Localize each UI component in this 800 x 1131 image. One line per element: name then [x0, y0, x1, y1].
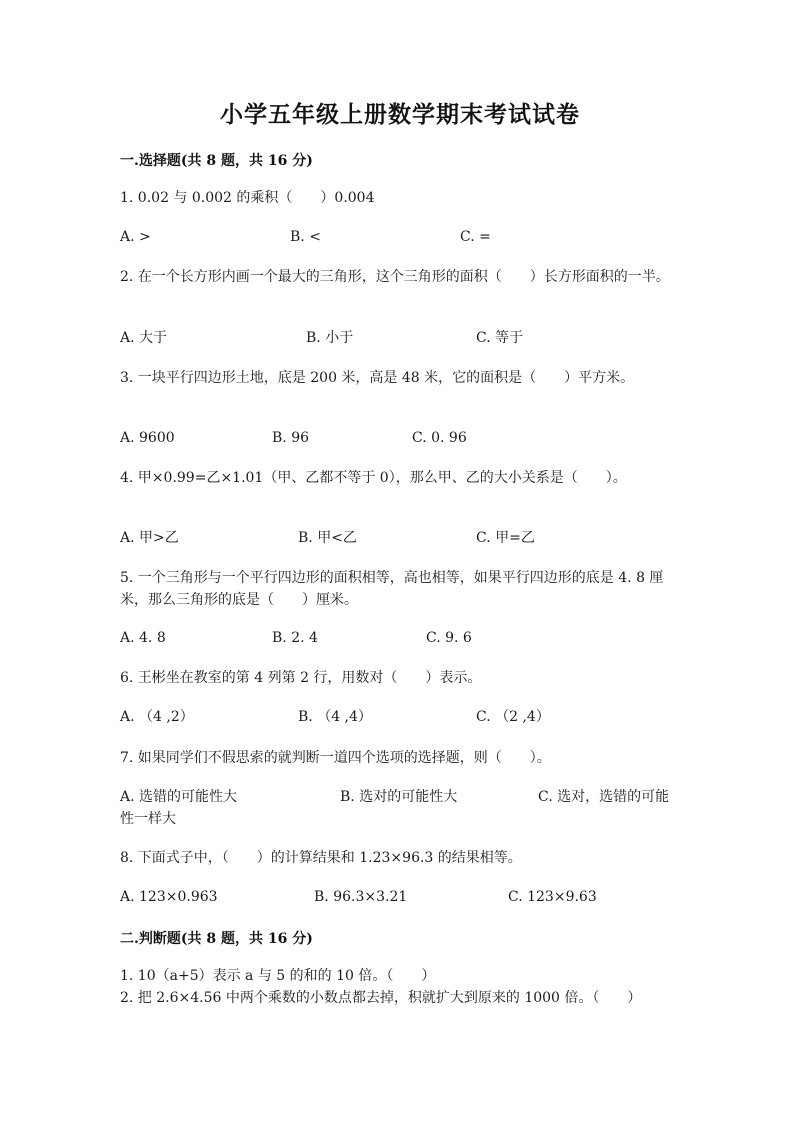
question-stem: 1. 0.02 与 0.002 的乘积（ ）0.004 — [120, 190, 375, 206]
option-b: B. < — [290, 229, 321, 245]
option-b: B. 96 — [272, 430, 310, 446]
option-a: A. 123×0.963 — [120, 889, 218, 905]
option-b: B. 小于 — [306, 330, 354, 346]
question-stem: 2. 在一个长方形内画一个最大的三角形，这个三角形的面积（ ）长方形面积的一半。 — [120, 269, 670, 285]
option-c: C. （2 ,4） — [476, 709, 550, 725]
option-a: A. 9600 — [120, 430, 175, 446]
option-c: C. = — [460, 229, 491, 245]
option-b: B. 甲<乙 — [298, 530, 357, 546]
option-c: C. 123×9.63 — [508, 889, 597, 905]
question-stem: 5. 一个三角形与一个平行四边形的面积相等，高也相等，如果平行四边形的底是 4. 8 厘米，那么三角形的底是（ ）厘米。 — [120, 570, 664, 608]
option-c: C. 选对，选错的可能性一样大 — [120, 789, 670, 827]
option-a: A. 4. 8 — [120, 630, 166, 646]
question-stem: 1. 10（a+5）表示 a 与 5 的和的 10 倍。（ ） — [120, 968, 436, 984]
option-c: C. 9. 6 — [426, 630, 472, 646]
option-a: A. 甲>乙 — [120, 530, 179, 546]
question-stem: 4. 甲×0.99=乙×1.01（甲、乙都不等于 0），那么甲、乙的大小关系是（ ）。 — [120, 470, 627, 486]
section-heading-judge: 二.判断题(共 8 题，共 16 分) — [120, 931, 313, 947]
option-a: A. > — [120, 229, 151, 245]
section-heading-choice: 一.选择题(共 8 题，共 16 分) — [120, 153, 313, 169]
question-stem: 6. 王彬坐在教室的第 4 列第 2 行，用数对（ ）表示。 — [120, 670, 482, 686]
option-c: C. 等于 — [476, 330, 524, 346]
option-b: B. 选对的可能性大 — [340, 789, 458, 805]
option-b: B. 96.3×3.21 — [314, 889, 408, 905]
question-stem: 8. 下面式子中，（ ）的计算结果和 1.23×96.3 的结果相等。 — [120, 850, 522, 866]
option-b: B. （4 ,4） — [298, 709, 372, 725]
page-title: 小学五年级上册数学期末考试试卷 — [220, 101, 580, 128]
option-a: A. （4 ,2） — [120, 709, 194, 725]
option-b: B. 2. 4 — [272, 630, 318, 646]
question-stem: 2. 把 2.6×4.56 中两个乘数的小数点都去掉，积就扩大到原来的 1000 倍。（ ） — [120, 990, 642, 1006]
option-c: C. 0. 96 — [412, 430, 467, 446]
option-c: C. 甲=乙 — [476, 530, 535, 546]
question-stem: 3. 一块平行四边形土地，底是 200 米，高是 48 米，它的面积是（ ）平方米。 — [120, 370, 635, 386]
option-a: A. 选错的可能性大 — [120, 789, 238, 805]
question-stem: 7. 如果同学们不假思索的就判断一道四个选项的选择题，则（ ）。 — [120, 750, 551, 766]
option-a: A. 大于 — [120, 330, 168, 346]
